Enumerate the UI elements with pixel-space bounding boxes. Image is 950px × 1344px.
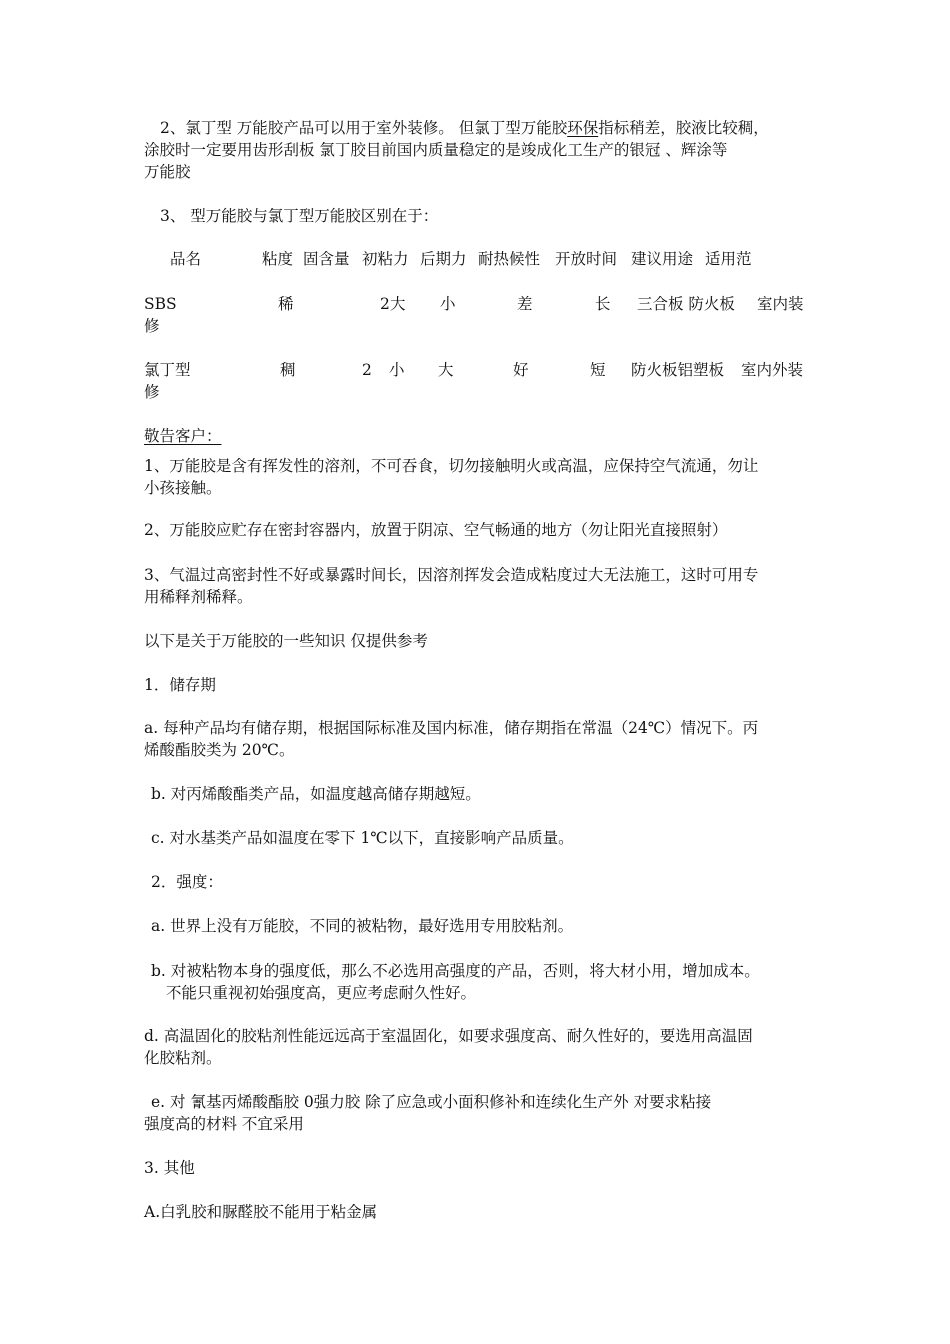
table-cell: 稠 [280, 361, 296, 379]
table-header-use: 建议用途 [631, 250, 694, 268]
table-header-scope: 适用范 [705, 250, 752, 268]
paragraph-line: c. 对水基类产品如温度在零下 1℃以下，直接影响产品质量。 [151, 829, 574, 847]
paragraph-line: e. 对 氰基丙烯酸酯胶 0强力胶 除了应急或小面积修补和连续化生产外 对要求粘接 [151, 1093, 712, 1111]
table-cell: 三合板 防火板 [637, 295, 735, 313]
section-title: 3. 其他 [144, 1159, 195, 1177]
paragraph-line: A.白乳胶和脲醛胶不能用于粘金属 [144, 1203, 378, 1221]
table-cell: 室内装 [757, 295, 804, 313]
table-cell: 好 [513, 361, 529, 379]
table-cell: 2 [380, 295, 390, 313]
table-cell: 短 [590, 361, 606, 379]
table-cell: 小 [440, 295, 456, 313]
table-cell: 大 [390, 295, 406, 313]
paragraph-line: a. 世界上没有万能胶，不同的被粘物，最好选用专用胶粘剂。 [151, 917, 574, 935]
table-header-solid: 固含量 [303, 250, 350, 268]
table-header-later: 后期力 [420, 250, 467, 268]
underlined-text: 环保 [567, 119, 599, 137]
table-cell: 氯丁型 [144, 361, 191, 379]
paragraph-line: 涂胶时一定要用齿形刮板 氯丁胶目前国内质量稳定的是竣成化工生产的银冠 、辉涂等 [144, 141, 728, 159]
paragraph-line: 烯酸酯胶类为 20℃。 [144, 741, 295, 759]
table-cell: 修 [144, 317, 160, 335]
paragraph-line: 化胶粘剂。 [144, 1049, 222, 1067]
paragraph-line [160, 118, 769, 138]
table-cell: 室内外装 [741, 361, 804, 379]
section-title: 2．强度： [151, 873, 223, 891]
paragraph-line: 小孩接触。 [144, 479, 222, 497]
section-title: 1．储存期 [144, 676, 216, 694]
table-header-name: 品名 [170, 250, 202, 268]
table-cell: 2 [362, 361, 372, 379]
paragraph-line: 万能胶 [144, 163, 191, 181]
table-cell: 小 [389, 361, 405, 379]
table-header-open: 开放时间 [555, 250, 618, 268]
table-cell: SBS [144, 295, 177, 313]
text: 2、氯丁型 万能胶产品可以用于室外装修。 但氯丁型万能胶 [160, 119, 568, 137]
paragraph-line: 不能只重视初始强度高，更应考虑耐久性好。 [166, 984, 477, 1002]
table-cell: 稀 [278, 295, 294, 313]
table-cell: 长 [595, 295, 611, 313]
warning-title: 敬告客户： [144, 427, 222, 445]
paragraph-line: 2、万能胶应贮存在密封容器内，放置于阴凉、空气畅通的地方（勿让阳光直接照射） [144, 521, 728, 539]
paragraph-line: 3、 型万能胶与氯丁型万能胶区别在于： [160, 207, 439, 225]
paragraph-line: 1、万能胶是含有挥发性的溶剂，不可吞食，切勿接触明火或高温，应保持空气流通，勿让 [144, 457, 759, 475]
paragraph-line: a. 每种产品均有储存期，根据国际标准及国内标准，储存期指在常温（24℃）情况下。丙 [144, 719, 759, 737]
table-header-initial: 初粘力 [362, 250, 409, 268]
table-cell: 防火板铝塑板 [631, 361, 725, 379]
paragraph-line: d. 高温固化的胶粘剂性能远远高于室温固化，如要求强度高、耐久性好的，要选用高温固 [144, 1027, 753, 1045]
table-header-viscosity: 粘度 [262, 250, 294, 268]
paragraph-line: 3、气温过高密封性不好或暴露时间长，因溶剂挥发会造成粘度过大无法施工，这时可用专 [144, 566, 759, 584]
paragraph-line: 以下是关于万能胶的一些知识 仅提供参考 [144, 632, 428, 650]
table-cell: 大 [438, 361, 454, 379]
paragraph-line: b. 对丙烯酸酯类产品，如温度越高储存期越短。 [151, 785, 481, 803]
table-header-heat: 耐热候性 [478, 250, 541, 268]
text: 指标稍差，胶液比较稠， [598, 119, 769, 137]
paragraph-line: b. 对被粘物本身的强度低，那么不必选用高强度的产品，否则，将大材小用，增加成本。 [151, 962, 760, 980]
paragraph-line: 用稀释剂稀释。 [144, 588, 253, 606]
table-cell: 差 [517, 295, 533, 313]
table-cell: 修 [144, 383, 160, 401]
paragraph-line: 强度高的材料 不宜采用 [144, 1115, 304, 1133]
